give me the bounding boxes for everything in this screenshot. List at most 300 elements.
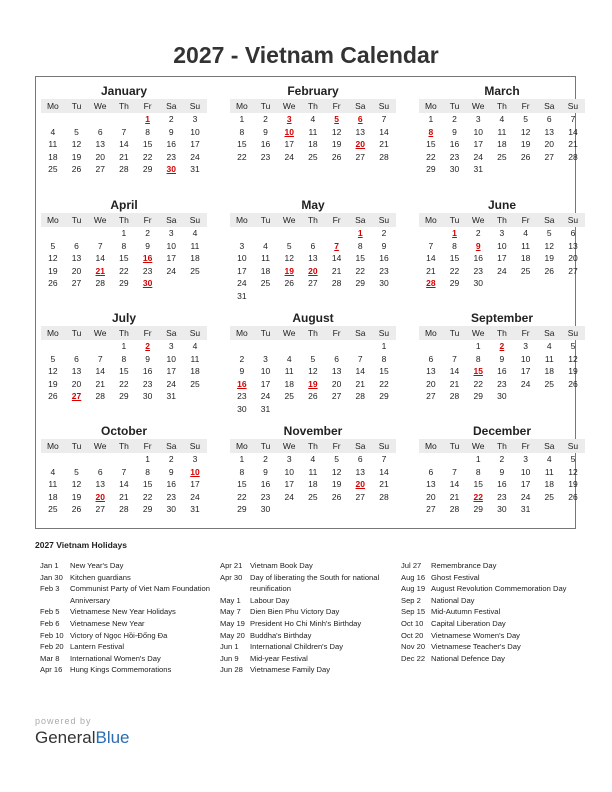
day: 15 [142,479,153,489]
day: 12 [568,353,578,364]
holiday-date: May 7 [220,607,241,617]
empty-day [230,227,254,240]
month-name: February [287,84,339,98]
day: 4 [499,114,505,124]
day: 21 [449,491,460,502]
day: 2 [475,228,481,238]
weekday-header [230,439,396,453]
holiday-name: Communist Party of Viet Nam Foundation Anniversary [70,584,210,605]
day: 29 [237,504,247,514]
day: 21 [426,265,436,276]
day: 17 [190,139,200,149]
day: 14 [95,253,105,263]
empty-day [325,227,349,240]
weekday-label: We [282,441,296,451]
day: 7 [121,126,127,137]
day: 13 [355,466,366,477]
day: 12 [568,466,578,477]
day: 29 [379,391,389,401]
day: 24 [497,265,507,276]
day: 30 [142,391,153,401]
month-november [230,423,396,516]
day: 22 [119,378,129,389]
weekday-label: Fr [332,101,341,111]
day: 6 [74,240,79,251]
day: 24 [166,378,177,389]
day: 18 [190,253,200,263]
empty-day [65,340,89,353]
day: 5 [50,353,56,364]
holiday-entry [40,641,215,653]
holiday-date: Feb 10 [40,630,64,640]
holiday-entry [401,618,576,630]
weekday-label: Sa [544,101,555,111]
day: 5 [74,126,79,137]
day: 18 [544,479,555,489]
day: 26 [568,491,578,502]
holiday-entry [40,572,215,584]
day: 21 [449,378,460,389]
holiday-name: Kitchen guardians [70,572,131,582]
month-name: September [470,311,534,325]
weekday-header [419,99,585,113]
weekday-label: We [471,441,485,451]
day: 18 [308,479,318,489]
day: 11 [521,240,530,251]
holiday-date: Feb 5 [40,607,60,617]
holiday-date: May 19 [220,618,245,628]
weekday-label: Fr [521,101,530,111]
day: 30 [166,504,177,514]
holiday-date: Apr 30 [220,572,243,582]
day-grid [419,340,585,403]
day-grid [230,453,396,516]
day: 23 [473,265,483,276]
holiday-date: Apr 21 [220,561,243,570]
day: 7 [381,114,387,124]
day: 11 [497,126,507,137]
day: 2 [263,114,268,124]
weekday-header [419,439,585,453]
holiday-entry [220,572,395,595]
day: 25 [190,378,200,389]
day: 4 [286,353,292,364]
day: 16 [473,253,483,263]
holiday-date: Jun 9 [220,653,239,663]
holiday-name: Ghost Festival [431,572,480,582]
holiday-day: 15 [473,366,483,376]
day: 10 [497,240,507,251]
holiday-date: Oct 10 [401,618,424,628]
day: 27 [71,278,82,288]
day: 11 [308,466,318,477]
holiday-name: International Children's Day [250,642,344,652]
day: 11 [284,366,294,376]
day: 8 [381,353,387,364]
day: 3 [475,114,481,124]
weekday-label: We [93,441,107,451]
day: 12 [71,139,82,149]
day: 2 [168,454,174,464]
weekday-label: Tu [449,215,460,225]
day: 28 [449,504,460,514]
day: 12 [544,240,555,251]
day: 2 [452,114,457,124]
day: 25 [497,151,507,162]
weekday-label: Th [307,101,318,111]
day: 31 [190,164,200,174]
day: 26 [544,265,555,276]
empty-day [254,227,278,240]
weekday-label: We [471,215,485,225]
holiday-day: 20 [355,479,366,489]
day: 31 [166,391,177,401]
day: 5 [334,454,339,464]
day: 21 [331,265,342,276]
day: 9 [168,466,174,477]
day: 11 [544,466,554,477]
day: 9 [499,353,505,364]
holiday-entry [220,641,395,653]
day: 3 [523,341,528,351]
day: 15 [473,479,483,489]
holiday-day: 21 [95,265,105,276]
day: 15 [449,253,460,263]
day: 1 [121,341,127,351]
empty-day [112,113,136,126]
day: 22 [379,378,389,389]
day: 2 [263,454,268,464]
empty-day [41,113,65,126]
day: 25 [190,265,200,276]
day: 2 [381,228,387,238]
day: 17 [166,253,177,263]
day: 4 [546,454,552,464]
day: 17 [260,378,271,389]
day: 8 [475,353,481,364]
holiday-name: Mid-Autumn Festival [431,607,501,617]
day: 13 [544,126,555,137]
holiday-date: Aug 16 [401,572,426,582]
weekday-label: Sa [355,215,366,225]
day: 29 [142,504,153,514]
day: 9 [381,240,387,251]
day: 13 [95,139,105,149]
day: 22 [237,491,247,502]
empty-day [88,113,112,126]
day: 30 [497,391,507,401]
holiday-name: President Ho Chi Minh's Birthday [250,618,362,628]
day: 23 [142,378,153,389]
holiday-entry [220,595,395,607]
day: 25 [544,491,555,502]
logo-general: General [35,728,96,747]
holiday-entry [220,618,395,630]
day: 28 [119,504,129,514]
day: 13 [426,366,436,376]
day: 11 [48,479,58,489]
day: 16 [142,366,153,376]
month-name: November [283,424,343,438]
day: 27 [426,391,436,401]
day-grid [230,340,396,415]
holiday-entry [220,560,395,572]
weekday-label: Th [118,215,129,225]
day: 13 [355,126,366,137]
day: 14 [426,253,436,263]
day: 27 [331,391,342,401]
day: 28 [95,278,105,288]
day: 19 [48,378,58,389]
month-name: July [111,311,136,325]
weekday-label: Su [189,101,201,111]
calendar-frame [35,76,579,529]
day: 27 [95,164,105,174]
holiday-date: Aug 19 [401,584,426,594]
day: 14 [119,479,129,489]
holiday-name: Victory of Ngọc Hồi-Đống Đa [70,630,168,640]
day: 31 [520,504,531,514]
day: 18 [520,253,531,263]
month-name: April [110,198,138,212]
day: 13 [426,479,436,489]
day: 17 [520,479,531,489]
holiday-name: National Day [431,595,475,605]
holiday-name: Hung Kings Commemorations [70,665,172,675]
holiday-entry [401,595,576,607]
day: 17 [284,139,294,149]
holiday-day: 19 [284,265,294,276]
holidays-title: 2027 Vietnam Holidays [35,540,127,550]
empty-day [443,340,467,353]
day: 27 [308,278,318,288]
day: 5 [570,341,576,351]
day: 19 [520,139,531,149]
weekday-label: Th [118,101,129,111]
weekday-label: Su [189,215,201,225]
day: 25 [308,491,318,502]
weekday-label: Su [567,328,579,338]
day: 27 [355,151,366,162]
day: 5 [74,466,79,477]
day: 22 [426,151,436,162]
day-grid [419,113,585,176]
logo-blue: Blue [95,728,130,747]
day: 6 [310,240,316,251]
month-october [41,423,207,516]
weekday-label: Sa [355,101,366,111]
day: 19 [568,366,578,376]
day: 8 [145,466,150,477]
holiday-entry [220,664,395,676]
holiday-name: Capital Liberation Day [431,618,506,628]
day: 22 [449,265,460,276]
day: 4 [546,341,552,351]
day: 12 [48,253,58,263]
day: 20 [95,151,105,162]
month-december [419,423,585,516]
day: 19 [71,151,82,162]
holiday-day: 9 [475,240,481,251]
day: 24 [237,278,247,288]
weekday-label: Tu [260,328,271,338]
month-january [41,83,207,176]
holiday-date: Feb 20 [40,642,64,652]
day: 1 [239,454,245,464]
day: 25 [284,391,294,401]
day: 12 [331,126,342,137]
weekday-label: Th [496,101,507,111]
weekday-label: Fr [143,441,152,451]
holiday-date: Sep 2 [401,595,421,605]
weekday-label: Tu [260,101,271,111]
day: 8 [452,240,457,251]
day: 16 [260,139,271,149]
holiday-day: 30 [166,164,177,174]
day: 26 [331,151,342,162]
weekday-label: Fr [143,215,152,225]
day: 26 [48,278,58,288]
day: 4 [523,228,528,238]
day: 5 [50,240,56,251]
day: 2 [145,228,150,238]
weekday-label: We [93,101,107,111]
holiday-day: 2 [145,341,150,351]
weekday-header [230,326,396,340]
holiday-entry [40,583,215,606]
holiday-name: Mid-year Festival [250,653,308,663]
month-name: March [484,84,520,98]
empty-day [41,340,65,353]
month-september [419,310,585,403]
day: 24 [190,151,200,162]
weekday-label: Th [307,441,318,451]
weekday-label: Tu [449,328,460,338]
holiday-day: 20 [95,491,105,502]
day: 27 [544,151,555,162]
weekday-label: Mo [46,215,59,225]
day: 15 [379,366,389,376]
brand-logo [35,716,130,748]
empty-day [88,453,112,466]
day: 9 [168,126,174,137]
holiday-date: May 1 [220,595,241,605]
holiday-name: National Defence Day [431,653,505,663]
weekday-header [41,99,207,113]
day: 2 [499,454,505,464]
day: 3 [239,240,245,251]
day-grid [230,113,396,163]
day: 18 [544,366,555,376]
weekday-label: Su [567,215,579,225]
day: 4 [50,466,56,477]
day: 1 [428,114,434,124]
holiday-name: Day of liberating the South for national reunification [250,572,380,594]
day: 27 [568,265,578,276]
holiday-entry [401,606,576,618]
empty-day [277,340,301,353]
day: 19 [544,253,555,263]
day: 30 [237,403,247,414]
holiday-entry [220,630,395,642]
holiday-day: 22 [473,491,483,502]
holiday-date: Feb 3 [40,584,60,594]
day: 4 [50,126,56,137]
holiday-name: Vietnamese New Year Holidays [70,607,176,617]
day: 9 [263,466,268,477]
day: 7 [428,240,434,251]
day: 24 [166,265,177,276]
day: 20 [71,378,82,389]
holiday-name: International Women's Day [70,653,161,663]
day-grid [41,113,207,176]
weekday-label: Mo [235,101,248,111]
holiday-name: Remembrance Day [431,561,497,570]
day: 26 [284,278,294,288]
weekday-label: Sa [355,328,366,338]
empty-day [65,453,89,466]
day: 30 [473,278,483,288]
day: 31 [237,290,247,301]
day: 3 [263,353,268,364]
day: 25 [544,378,555,389]
holiday-day: 8 [428,126,434,137]
day: 26 [568,378,578,389]
holiday-date: Apr 16 [40,665,63,675]
weekday-label: Th [118,441,129,451]
weekday-label: Su [378,215,390,225]
holiday-day: 3 [286,114,292,124]
day: 12 [48,366,58,376]
empty-day [277,227,301,240]
day: 16 [497,479,507,489]
holiday-date: Jun 28 [220,665,243,675]
holiday-entry [40,560,215,572]
day: 20 [71,265,82,276]
weekday-label: Th [496,215,507,225]
day: 17 [473,139,483,149]
day: 3 [286,454,292,464]
weekday-label: Mo [46,101,59,111]
day: 8 [121,353,127,364]
day: 2 [168,114,174,124]
weekday-label: Su [378,328,390,338]
weekday-header [230,213,396,227]
day-grid [230,227,396,302]
day: 15 [355,253,366,263]
holiday-name: Vietnamese Women's Day [431,630,520,640]
day: 18 [48,491,58,502]
weekday-label: Sa [166,441,177,451]
weekday-label: Mo [46,441,59,451]
weekday-label: Su [378,101,390,111]
day: 3 [168,228,174,238]
day: 28 [119,164,129,174]
day: 6 [546,114,552,124]
day: 13 [71,366,82,376]
weekday-label: Sa [544,215,555,225]
empty-day [348,340,372,353]
weekday-label: Sa [166,215,177,225]
day: 5 [523,114,528,124]
holiday-day: 1 [145,114,150,124]
day: 26 [71,164,82,174]
day: 1 [239,114,245,124]
day: 28 [379,491,389,502]
day: 29 [119,278,129,288]
weekday-label: Su [378,441,390,451]
holiday-day: 7 [334,240,339,251]
